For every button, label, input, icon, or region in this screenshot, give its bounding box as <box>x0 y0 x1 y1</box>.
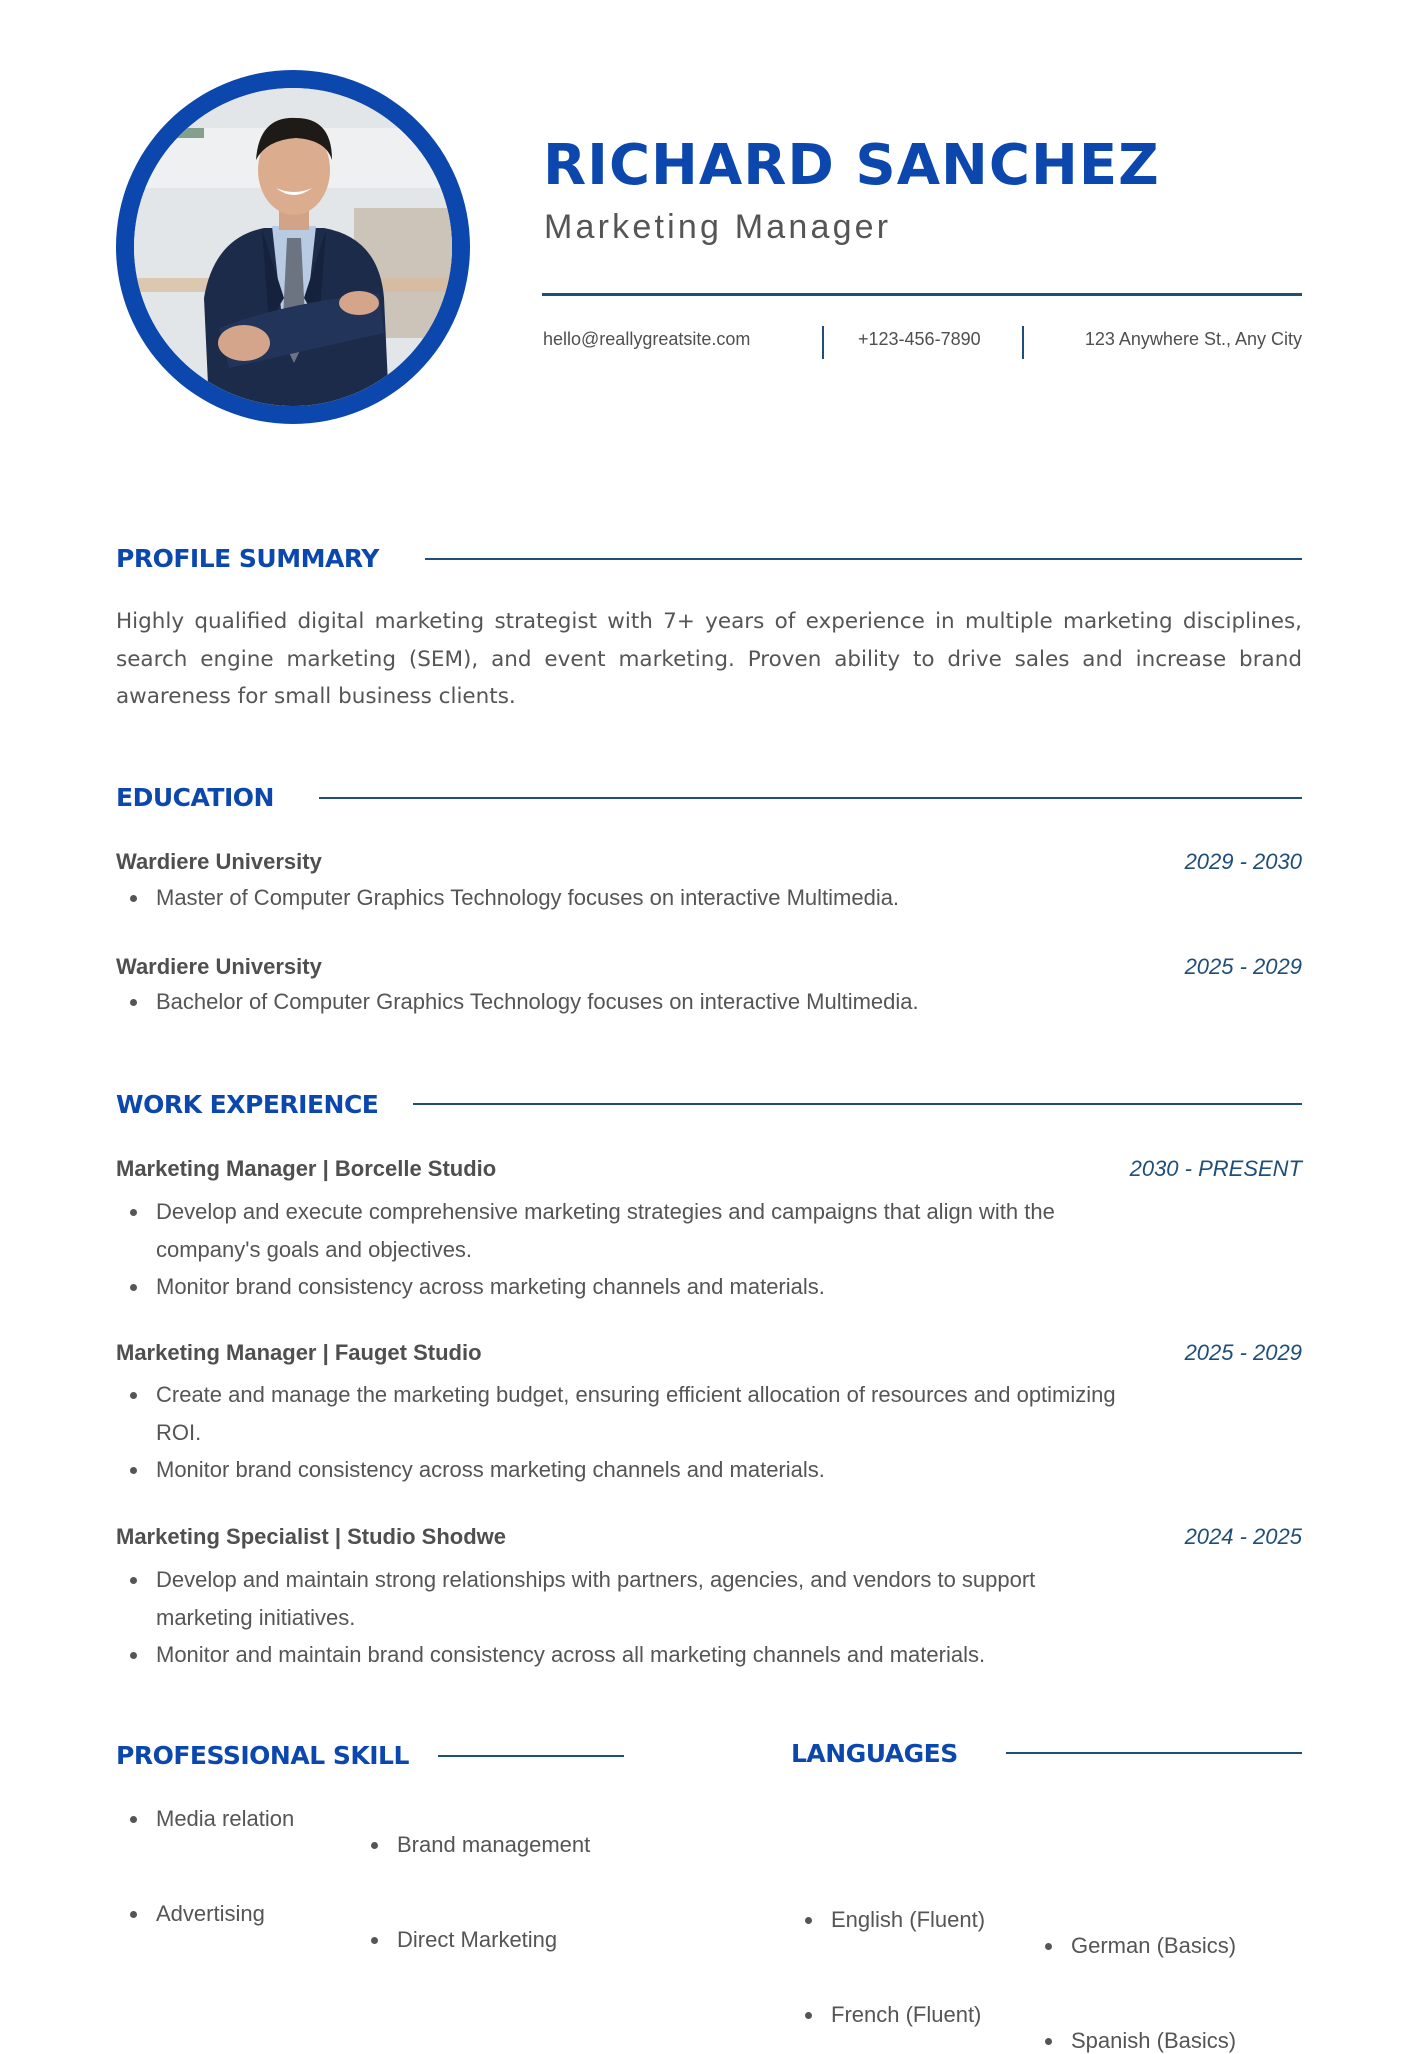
language-item: Spanish (Basics) <box>1031 2028 1414 2054</box>
profile-photo <box>134 88 452 406</box>
job-bullets <box>116 1561 1126 1674</box>
bullet-item: Monitor brand consistency across marketing channels and materials. <box>116 1268 1126 1306</box>
skill-item: Advertising <box>116 1901 1414 1927</box>
language-item: French (Fluent) <box>791 2002 1414 2028</box>
job-title-company: Marketing Manager | Fauget Studio <box>116 1340 482 1365</box>
education-school: Wardiere University <box>116 954 322 979</box>
job-dates: 2025 - 2029 <box>1184 1340 1302 1365</box>
section-divider <box>425 558 1302 560</box>
job-dates: 2024 - 2025 <box>1184 1524 1302 1549</box>
section-title-languages: LANGUAGES <box>791 1739 958 1768</box>
education-school: Wardiere University <box>116 849 322 874</box>
bullet-item: Master of Computer Graphics Technology focuses on interactive Multimedia. <box>116 879 1116 917</box>
job-bullets <box>116 1193 1126 1306</box>
section-title-education: EDUCATION <box>116 783 274 812</box>
job-title-company: Marketing Manager | Borcelle Studio <box>116 1156 497 1181</box>
section-title-work: WORK EXPERIENCE <box>116 1090 379 1119</box>
bullet-item: Monitor and maintain brand consistency across all marketing channels and materials. <box>116 1636 1126 1674</box>
bullet-item: Monitor brand consistency across marketing channels and materials. <box>116 1451 1126 1489</box>
section-divider <box>319 797 1302 799</box>
job-dates: 2030 - PRESENT <box>1129 1156 1302 1181</box>
skill-item: Media relation <box>116 1806 1414 1832</box>
language-item: German (Basics) <box>1031 1933 1414 1959</box>
candidate-name: RICHARD SANCHEZ <box>543 133 1160 198</box>
section-title-skills: PROFESSIONAL SKILL <box>116 1741 409 1770</box>
education-dates: 2029 - 2030 <box>1184 849 1302 874</box>
language-item: English (Fluent) <box>791 1907 1414 1933</box>
bullet-item: Develop and maintain strong relationships with partners, agencies, and vendors to support marketing initiatives. <box>116 1561 1126 1636</box>
section-divider <box>413 1103 1302 1105</box>
contact-separator <box>822 326 824 359</box>
profile-summary-text: Highly qualified digital marketing strategist with 7+ years of experience in multiple marketing disciplines, search engine marketing (SEM), and event marketing. Proven ability to drive sales and increase brand awareness for small business clients. <box>116 609 1302 709</box>
person-portrait-icon <box>134 88 452 406</box>
education-bullets <box>116 879 1116 917</box>
bullet-item: Develop and execute comprehensive marketing strategies and campaigns that align with the company's goals and objectives. <box>116 1193 1126 1268</box>
job-bullets <box>116 1376 1126 1489</box>
section-divider <box>1006 1752 1302 1754</box>
job-title-company: Marketing Specialist | Studio Shodwe <box>116 1524 506 1549</box>
section-divider <box>438 1755 624 1757</box>
contact-separator <box>1022 326 1024 359</box>
contact-address: 123 Anywhere St., Any City <box>1084 329 1302 349</box>
bullet-item: Bachelor of Computer Graphics Technology focuses on interactive Multimedia. <box>116 983 1116 1021</box>
skill-item: Brand management <box>357 1832 1414 1858</box>
bullet-item: Create and manage the marketing budget, ensuring efficient allocation of resources and optimizing ROI. <box>116 1376 1126 1451</box>
section-title-profile: PROFILE SUMMARY <box>116 544 379 573</box>
skill-item: Direct Marketing <box>357 1927 1414 1953</box>
education-bullets <box>116 983 1116 1021</box>
contact-phone[interactable]: +123-456-7890 <box>858 329 981 349</box>
education-dates: 2025 - 2029 <box>1184 954 1302 979</box>
contact-email[interactable]: hello@reallygreatsite.com <box>543 329 751 349</box>
job-title: Marketing Manager <box>544 208 892 246</box>
header-divider <box>542 293 1302 296</box>
